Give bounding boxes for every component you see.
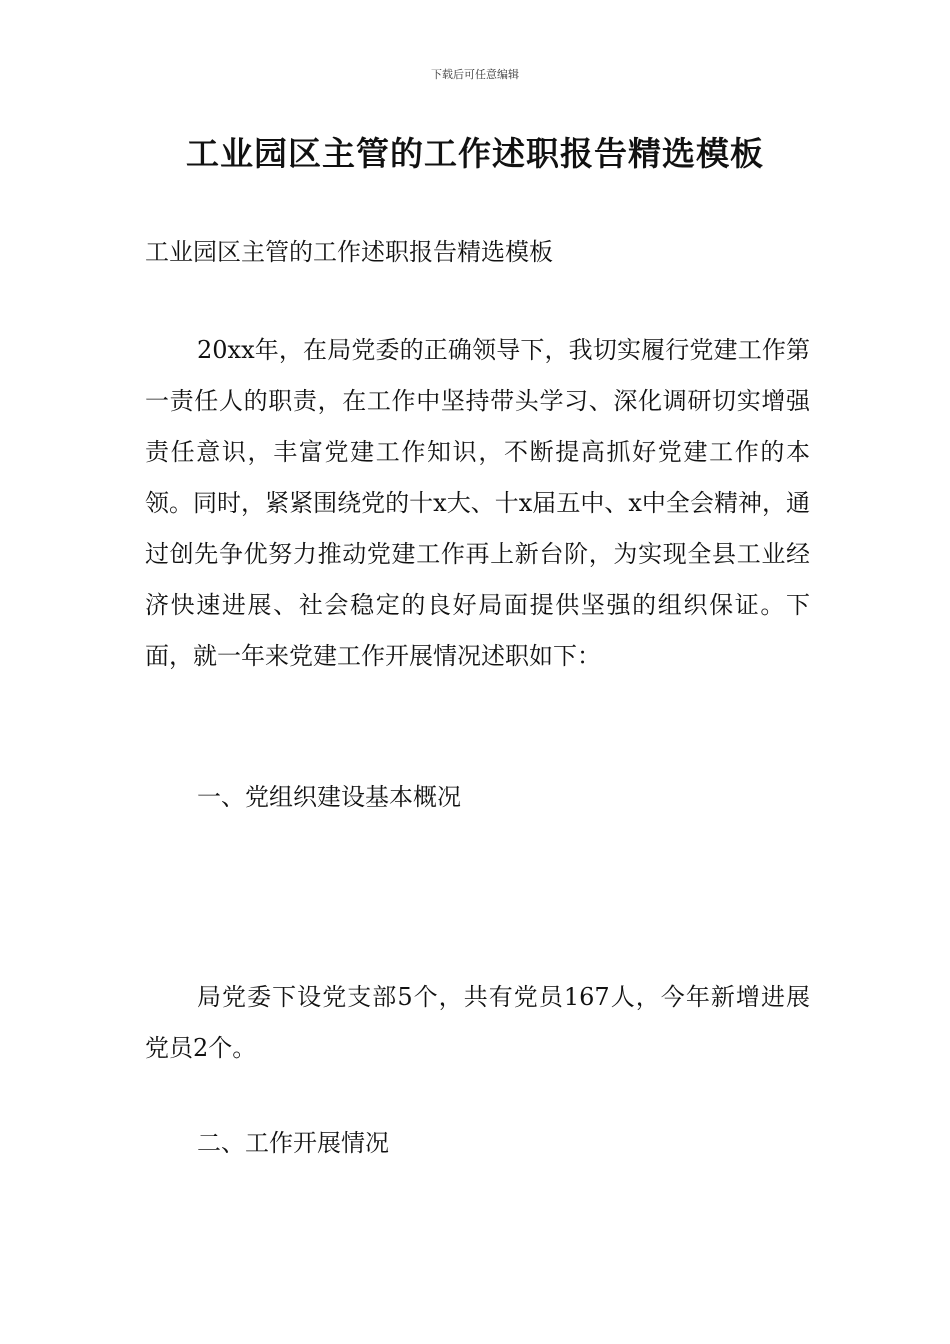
document-subtitle: 工业园区主管的工作述职报告精选模板 xyxy=(145,238,553,266)
download-note: 下载后可任意编辑 xyxy=(431,68,519,81)
section-heading-2: 二、工作开展情况 xyxy=(197,1129,389,1157)
section-heading-1: 一、党组织建设基本概况 xyxy=(197,783,461,811)
document-title: 工业园区主管的工作述职报告精选模板 xyxy=(186,134,764,173)
intro-paragraph: 20xx年，在局党委的正确领导下，我切实履行党建工作第一责任人的职责，在工作中坚持带头学习、深化调研切实增强责任意识，丰富党建工作知识，不断提高抓好党建工作的本领。同时，紧紧围绕党的十x大、十x届五中、x中全会精神，通过创先争优努力推动党建工作再上新台阶，为实现全县工业经济快速进展、社会稳定的良好局面提供坚强的组织保证。下面，就一年来党建工作开展情况述职如下： xyxy=(145,336,810,670)
party-organization-paragraph: 局党委下设党支部5个，共有党员167人，今年新增进展党员2个。 xyxy=(145,983,810,1062)
